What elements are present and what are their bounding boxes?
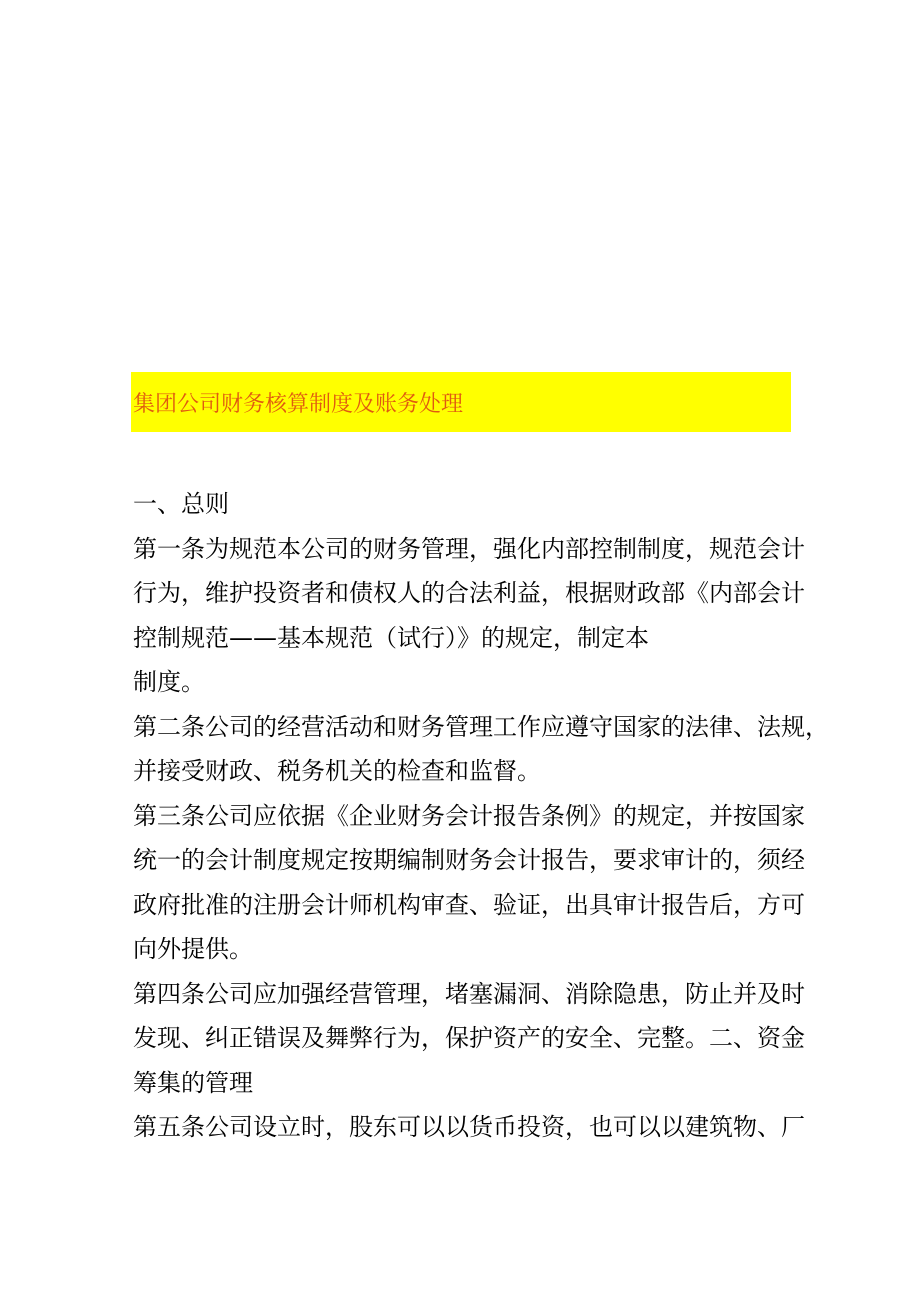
body-line: 行为，维护投资者和债权人的合法利益，根据财政部《内部会计 xyxy=(133,579,805,607)
body-line: 控制规范——基本规范（试行）》的规定，制定本 xyxy=(133,623,649,652)
section-heading: 一、总则 xyxy=(133,490,229,518)
body-line: 政府批准的注册会计师机构审查、验证，出具审计报告后，方可 xyxy=(133,890,805,919)
body-line: 第三条公司应依据《企业财务会计报告条例》的规定，并按国家 xyxy=(133,801,805,830)
body-line: 制度。 xyxy=(133,668,205,696)
title-highlight xyxy=(131,372,791,432)
body-line: 第四条公司应加强经营管理，堵塞漏洞、消除隐患，防止并及时 xyxy=(133,979,805,1008)
body-line: 第一条为规范本公司的财务管理，强化内部控制制度，规范会计 xyxy=(133,534,805,563)
body-line: 并接受财政、税务机关的检查和监督。 xyxy=(133,757,541,785)
body-line: 筹集的管理 xyxy=(133,1068,253,1097)
body-line: 发现、纠正错误及舞弊行为，保护资产的安全、完整。二、资金 xyxy=(133,1024,805,1052)
body-line: 第二条公司的经营活动和财务管理工作应遵守国家的法律、法规， xyxy=(133,712,829,741)
body-line: 向外提供。 xyxy=(133,935,253,963)
document-body xyxy=(133,482,829,1150)
document-title: 集团公司财务核算制度及账务处理 xyxy=(133,391,464,417)
body-line: 第五条公司设立时，股东可以以货币投资，也可以以建筑物、厂 xyxy=(133,1113,805,1141)
body-line: 统一的会计制度规定按期编制财务会计报告，要求审计的，须经 xyxy=(133,846,805,874)
